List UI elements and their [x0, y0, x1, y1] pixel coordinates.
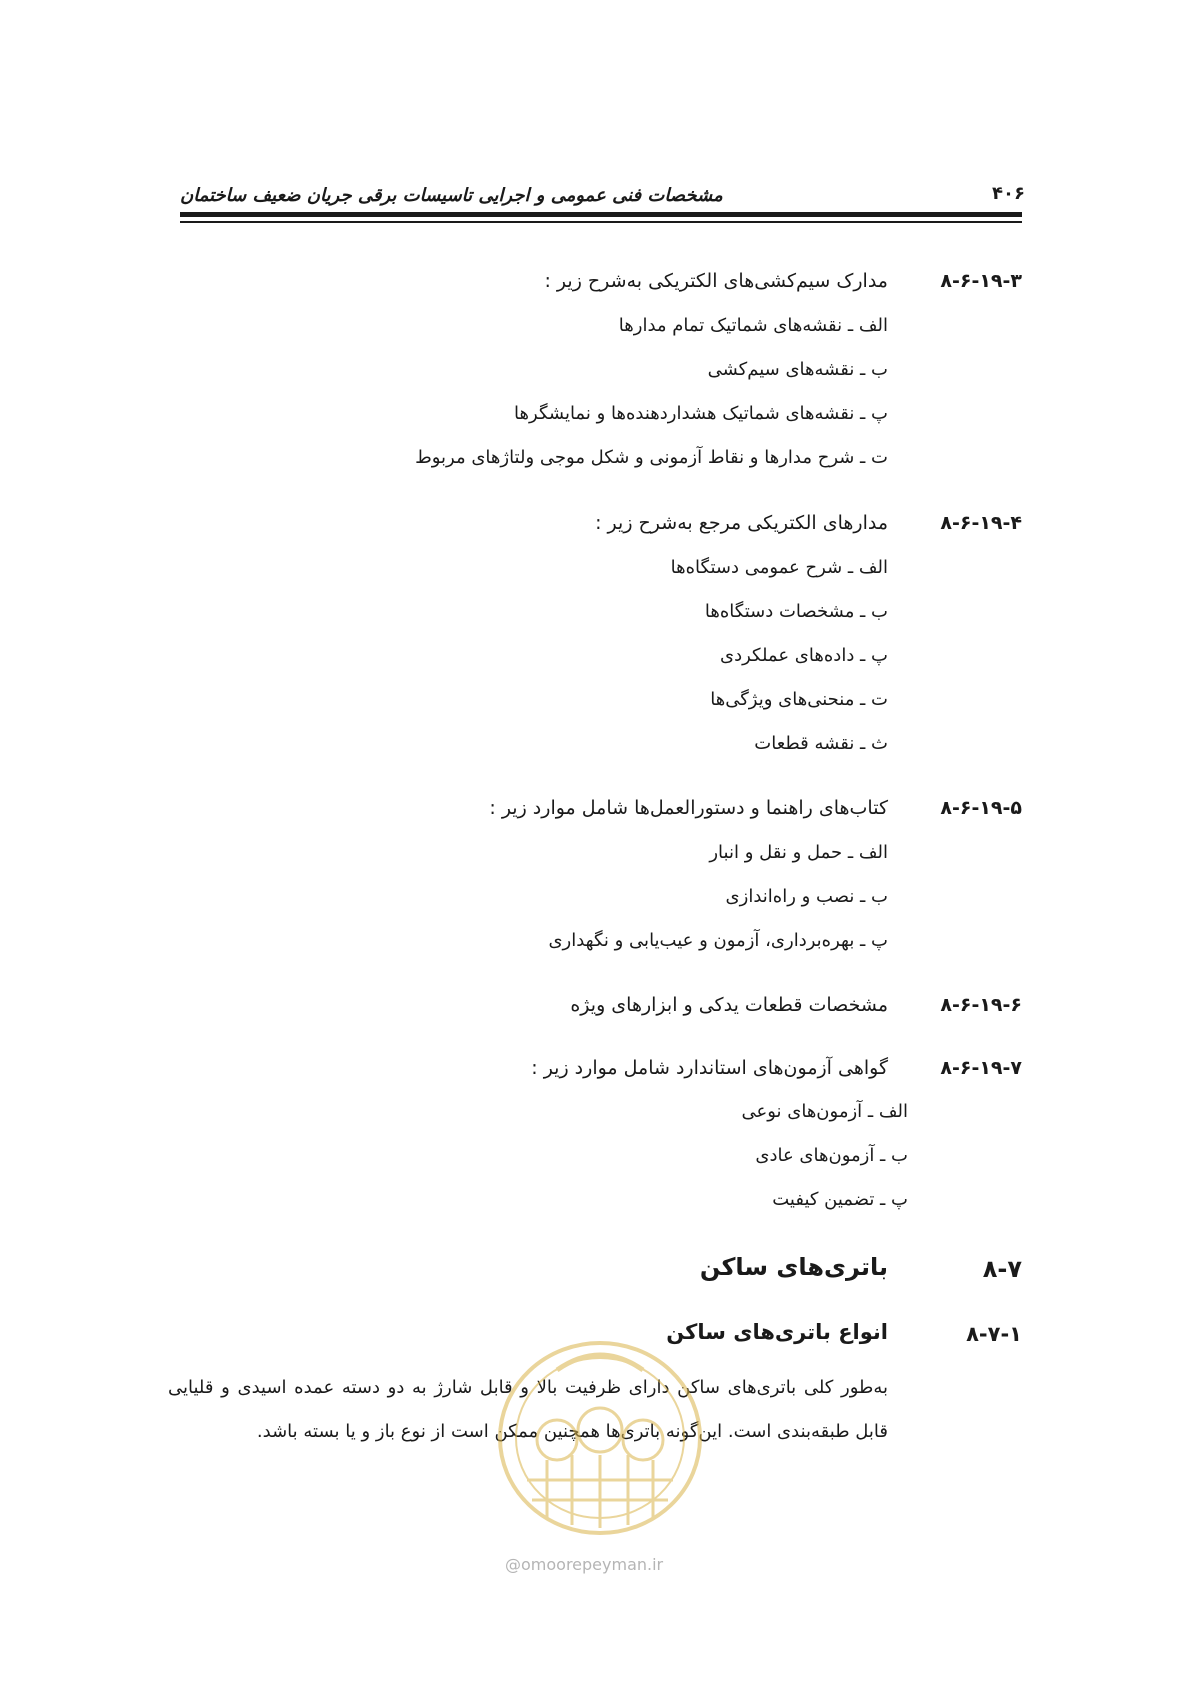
list-item: ت ـ منحنی‌های ویژگی‌ها — [710, 689, 888, 710]
list-item: پ ـ تضمین کیفیت — [772, 1189, 908, 1210]
list-item: ب ـ آزمون‌های عادی — [755, 1145, 908, 1166]
section-number: ۸-۶-۱۹-۶ — [940, 994, 1022, 1016]
list-item: ب ـ نقشه‌های سیم‌کشی — [707, 359, 888, 380]
body-paragraph: به‌طور کلی باتری‌های ساکن دارای ظرفیت بالا و قابل شارژ به دو دسته عمده اسیدی و قلیایی قابل طبقه‌بندی است. این‌گونه باتری‌ها همچنین ممکن است از نوع باز و یا بسته باشد. — [168, 1377, 888, 1442]
list-item: پ ـ نقشه‌های شماتیک هشداردهنده‌ها و نمایشگرها — [514, 403, 888, 424]
section-number: ۸-۶-۱۹-۵ — [940, 797, 1022, 819]
section-title: مشخصات قطعات یدکی و ابزارهای ویژه — [570, 994, 888, 1016]
section-number: ۸-۶-۱۹-۴ — [940, 512, 1022, 534]
section-title: مدارهای الکتریکی مرجع به‌شرح زیر : — [595, 512, 888, 534]
list-item: ب ـ مشخصات دستگاه‌ها — [704, 601, 888, 622]
list-item: الف ـ نقشه‌های شماتیک تمام مدارها — [618, 315, 888, 336]
watermark-seal — [487, 1330, 713, 1540]
chapter-section-number: ۸-۷ — [982, 1255, 1022, 1283]
list-item: پ ـ بهره‌برداری، آزمون و عیب‌یابی و نگهداری — [548, 930, 888, 951]
header-rule-thin — [180, 221, 1022, 223]
subsection-title: انواع باتری‌های ساکن — [666, 1320, 888, 1344]
list-item: الف ـ شرح عمومی دستگاه‌ها — [670, 557, 888, 578]
list-item: پ ـ داده‌های عملکردی — [720, 645, 888, 666]
subsection-number: ۸-۷-۱ — [966, 1322, 1022, 1346]
header-rule-thick — [180, 212, 1022, 217]
section-title: کتاب‌های راهنما و دستورالعمل‌ها شامل موارد زیر : — [489, 797, 888, 819]
watermark-text: @omoorepeyman.ir — [505, 1555, 664, 1574]
page-number: ۴۰۶ — [992, 183, 1025, 204]
section-number: ۸-۶-۱۹-۳ — [940, 270, 1022, 292]
list-item: ت ـ شرح مدارها و نقاط آزمونی و شکل موجی ولتاژهای مربوط — [415, 447, 888, 468]
running-header-title: مشخصات فنی عمومی و اجرایی تاسیسات برقی جریان ضعیف ساختمان — [180, 185, 723, 206]
section-number: ۸-۶-۱۹-۷ — [940, 1057, 1022, 1079]
chapter-section-title: باتری‌های ساکن — [699, 1253, 888, 1281]
section-title: مدارک سیم‌کشی‌های الکتریکی به‌شرح زیر : — [544, 270, 888, 292]
list-item: الف ـ آزمون‌های نوعی — [741, 1101, 908, 1122]
list-item: ث ـ نقشه قطعات — [754, 733, 888, 754]
list-item: الف ـ حمل و نقل و انبار — [709, 842, 888, 863]
list-item: ب ـ نصب و راه‌اندازی — [725, 886, 888, 907]
section-title: گواهی آزمون‌های استاندارد شامل موارد زیر : — [531, 1057, 888, 1079]
